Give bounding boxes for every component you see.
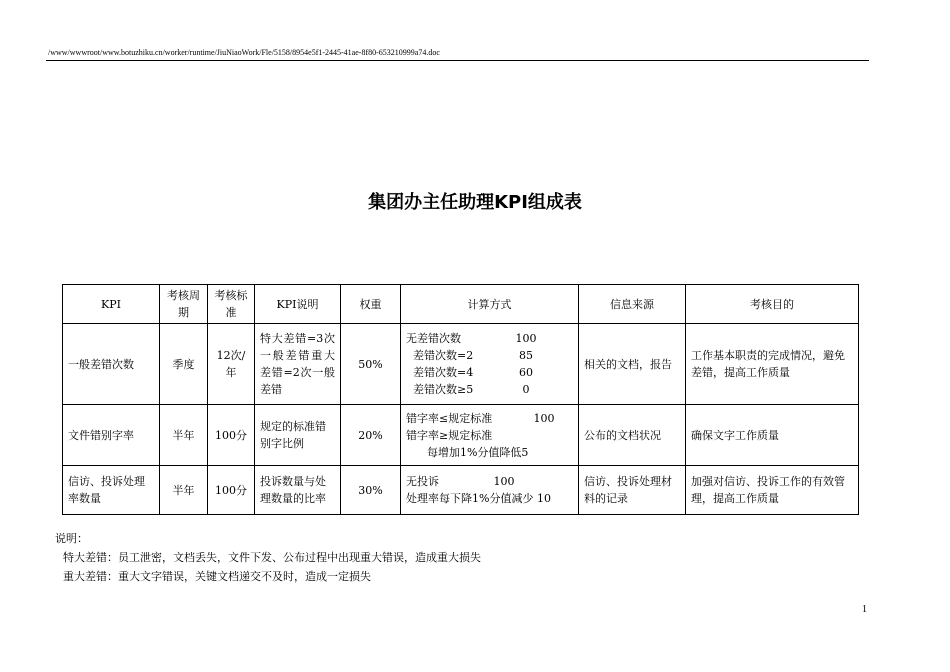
table-row <box>63 324 859 405</box>
kpi-cell: 一般差错次数 <box>63 324 160 405</box>
source-cell: 相关的文档，报告 <box>579 324 686 405</box>
table-row <box>63 405 859 466</box>
description-cell: 特大差错=3次一般差错重大差错=2次一般差错 <box>255 324 341 405</box>
weight-cell: 20% <box>341 405 401 466</box>
calc-line: 差错次数=2 85 <box>406 349 533 362</box>
calc-line: 错字率≤规定标准 100 <box>406 411 555 425</box>
standard-cell: 100分 <box>208 405 255 466</box>
kpi-cell: 信访、投诉处理率数量 <box>63 466 160 515</box>
purpose-cell: 工作基本职责的完成情况，避免差错，提高工作质量 <box>686 324 859 405</box>
calc-line: 每增加1%分值降低5 <box>406 445 529 459</box>
kpi-cell: 文件错别字率 <box>63 405 160 466</box>
period-cell: 季度 <box>160 324 208 405</box>
note-item: 重大差错：重大文字错误，关键文档递交不及时，造成一定损失 <box>63 570 371 583</box>
notes-section <box>55 529 481 586</box>
purpose-cell: 加强对信访、投诉工作的有效管理，提高工作质量 <box>686 466 859 515</box>
header-cell-description: KPI说明 <box>255 285 341 324</box>
calc-line: 差错次数≥5 0 <box>406 383 530 396</box>
document-title: 集团办主任助理KPI组成表 <box>368 192 582 213</box>
calc-line: 无投诉 100 <box>406 475 515 488</box>
table-header-row <box>63 285 859 324</box>
purpose-cell: 确保文字工作质量 <box>686 405 859 466</box>
weight-cell: 50% <box>341 324 401 405</box>
header-cell-kpi: KPI <box>63 285 160 324</box>
source-cell: 信访、投诉处理材料的记录 <box>579 466 686 515</box>
standard-cell: 100分 <box>208 466 255 515</box>
header-cell-source: 信息来源 <box>579 285 686 324</box>
period-cell: 半年 <box>160 466 208 515</box>
header-cell-standard: 考核标准 <box>208 285 255 324</box>
calc-cell <box>401 466 579 515</box>
description-cell: 投诉数量与处理数量的比率 <box>255 466 341 515</box>
calc-line: 错字率≥规定标准 <box>406 428 493 442</box>
weight-cell: 30% <box>341 466 401 515</box>
calc-cell <box>401 324 579 405</box>
header-cell-calc: 计算方式 <box>401 285 579 324</box>
source-cell: 公布的文档状况 <box>579 405 686 466</box>
header-cell-period: 考核周期 <box>160 285 208 324</box>
header-cell-weight: 权重 <box>341 285 401 324</box>
note-item: 特大差错：员工泄密，文档丢失，文件下发、公布过程中出现重大错误，造成重大损失 <box>63 551 481 564</box>
calc-line: 差错次数=4 60 <box>406 366 533 379</box>
description-cell: 规定的标准错别字比例 <box>255 405 341 466</box>
calc-cell <box>401 405 579 466</box>
file-path-header: /www/wwwroot/www.botuzhiku.cn/worker/runtime/JiuNiaoWork/Fle/5158/8954e5f1-2445-41ae-8f80-653210999a74.doc <box>48 48 440 57</box>
header-cell-purpose: 考核目的 <box>686 285 859 324</box>
header-divider <box>46 60 869 61</box>
period-cell: 半年 <box>160 405 208 466</box>
kpi-table <box>62 284 859 515</box>
calc-line: 处理率每下降1%分值减少 10 <box>406 492 551 505</box>
calc-line: 无差错次数 100 <box>406 332 537 345</box>
page-number: 1 <box>862 604 867 615</box>
notes-heading: 说明： <box>55 532 88 545</box>
standard-cell: 12次/年 <box>208 324 255 405</box>
table-row <box>63 466 859 515</box>
